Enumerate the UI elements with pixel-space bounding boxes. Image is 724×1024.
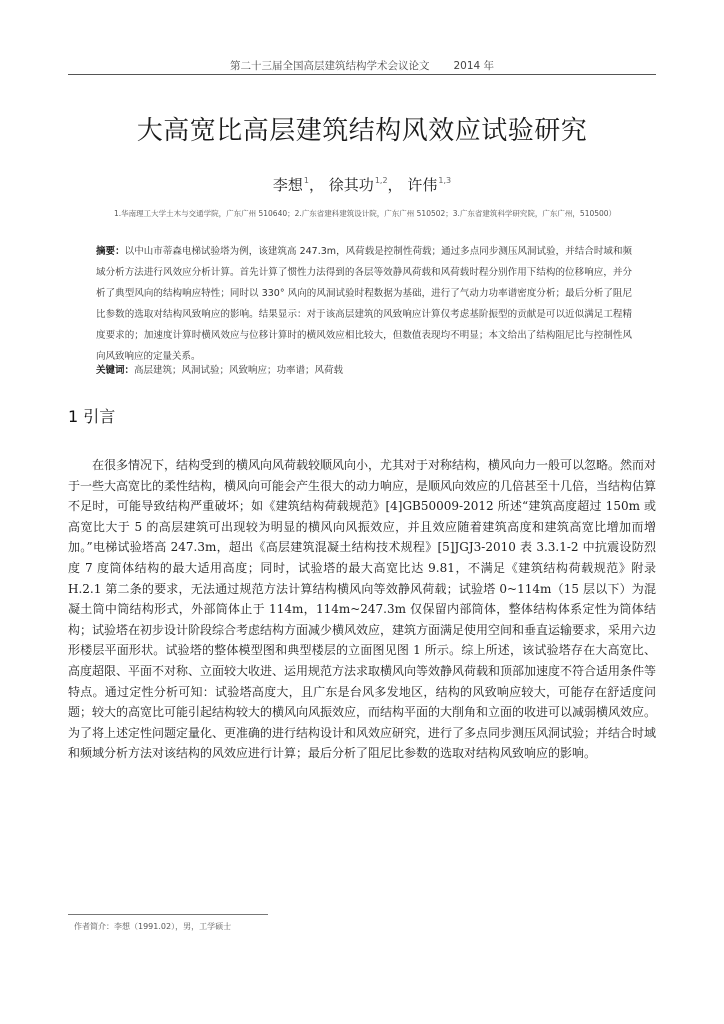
keywords-text: 高层建筑；风洞试验；风致响应；功率谱；风荷载 xyxy=(134,365,344,376)
abstract-text: 以中山市蒂森电梯试验塔为例，该建筑高 247.3m，风荷载是控制性荷载；通过多点同步测压风洞试验，并结合时域和频域分析方法进行风效应分析计算。首先计算了惯性力法得到的各层等效静风荷载和风荷载时程分别作用下结构的位移响应，并分析了典型风向的结构响应特性；同时以 330° 风向的风洞试验时程数据为基础，进行了气动力功率谱密度分析；最后分析了阻尼比参数的选取对结构风致响应的影响。结果显示：对于该高层建筑的风致响应计算仅考虑基阶振型的贡献是可以近似满足工程精度要求的；加速度计算时横风效应与位移计算时的横风效应相比较大，但数值表现均不明显；本文给出了结构阻尼比与控制性风向风致响应的定量关系。 xyxy=(96,246,632,362)
paper-title: 大高宽比高层建筑结构风效应试验研究 xyxy=(136,116,588,146)
conference-year: 2014 年 xyxy=(453,60,495,72)
conference-name: 第二十三届全国高层建筑结构学术会议论文 xyxy=(229,60,430,72)
running-header xyxy=(0,58,724,73)
abstract xyxy=(96,241,632,367)
keywords xyxy=(96,362,632,376)
header-rule xyxy=(68,74,656,75)
section-body xyxy=(68,455,656,764)
author-separator: ， xyxy=(387,176,403,194)
author-footnote: 作者简介：李想（1991.02），男，工学硕士 xyxy=(74,922,232,931)
affiliations: 1.华南理工大学土木与交通学院，广东广州 510640；2.广东省建科建筑设计院，广东广州 510502；3.广东省建筑科学研究院，广东广州，510500） xyxy=(113,209,617,218)
author-name: 李想 xyxy=(272,176,303,194)
author-affiliation-mark: 1,2 xyxy=(374,176,388,185)
body-paragraph: 在很多情况下，结构受到的横风向风荷载较顺风向小，尤其对于对称结构，横风向力一般可以忽略。然而对于一些大高宽比的柔性结构，横风向可能会产生很大的动力响应，是顺风向效应的几倍甚至十几倍，当结构估算不足时，可能导致结构严重破坏；如《建筑结构荷载规范》[4]GB50009-2012 所述“建筑高度超过 150m 或高宽比大于 5 的高层建筑可出现较为明显的横风向风振效应，并且效应随着建筑高度和建筑高宽比增加而增加。”电梯试验塔高 247.3m，超出《高层建筑混凝土结构技术规程》[5]JGJ3-2010 表 3.3.1-2 中抗震设防烈度 7 度筒体结构的最大适用高度；同时，试验塔的最大高宽比达 9.81，不满足《建筑结构荷载规范》附录 H.2.1 第二条的要求，无法通过规范方法计算结构横风向等效静风荷载；试验塔 0~114m（15 层以下）为混凝土筒中筒结构形式，外部筒体止于 114m，114m~247.3m 仅保留内部筒体，整体结构体系定性为筒体结构；试验塔在初步设计阶段综合考虑结构方面减少横风效应，建筑方面满足使用空间和垂直运输要求，采用六边形楼层平面形状。试验塔的整体模型图和典型楼层的立面图见图 1 所示。综上所述，该试验塔存在大高宽比、高度超限、平面不对称、立面较大收进、运用规范方法求取横风向等效静风荷载和顶部加速度不符合适用条件等特点。通过定性分析可知：试验塔高度大，且广东是台风多发地区，结构的风致响应较大，可能存在舒适度问题；较大的高宽比可能引起结构较大的横风向风振效应，而结构平面的大削角和立面的收进可以减弱横风效应。为了将上述定性问题定量化、更准确的进行结构设计和风效应研究，进行了多点同步测压风洞试验；并结合时域和频域分析方法对该结构的风效应进行计算；最后分析了阻尼比参数的选取对结构风致响应的影响。 xyxy=(68,458,657,761)
author-name: 许伟 xyxy=(407,176,438,194)
section-heading: 1 引言 xyxy=(68,407,116,426)
author-affiliation-mark: 1 xyxy=(303,176,309,185)
keywords-label: 关键词： xyxy=(96,365,135,376)
author-affiliation-mark: 1,3 xyxy=(438,176,452,185)
footnote-rule xyxy=(68,914,268,915)
author-separator: ， xyxy=(309,176,325,194)
author-list xyxy=(0,174,724,195)
abstract-label: 摘要： xyxy=(96,246,125,257)
author-name: 徐其功 xyxy=(328,176,374,194)
